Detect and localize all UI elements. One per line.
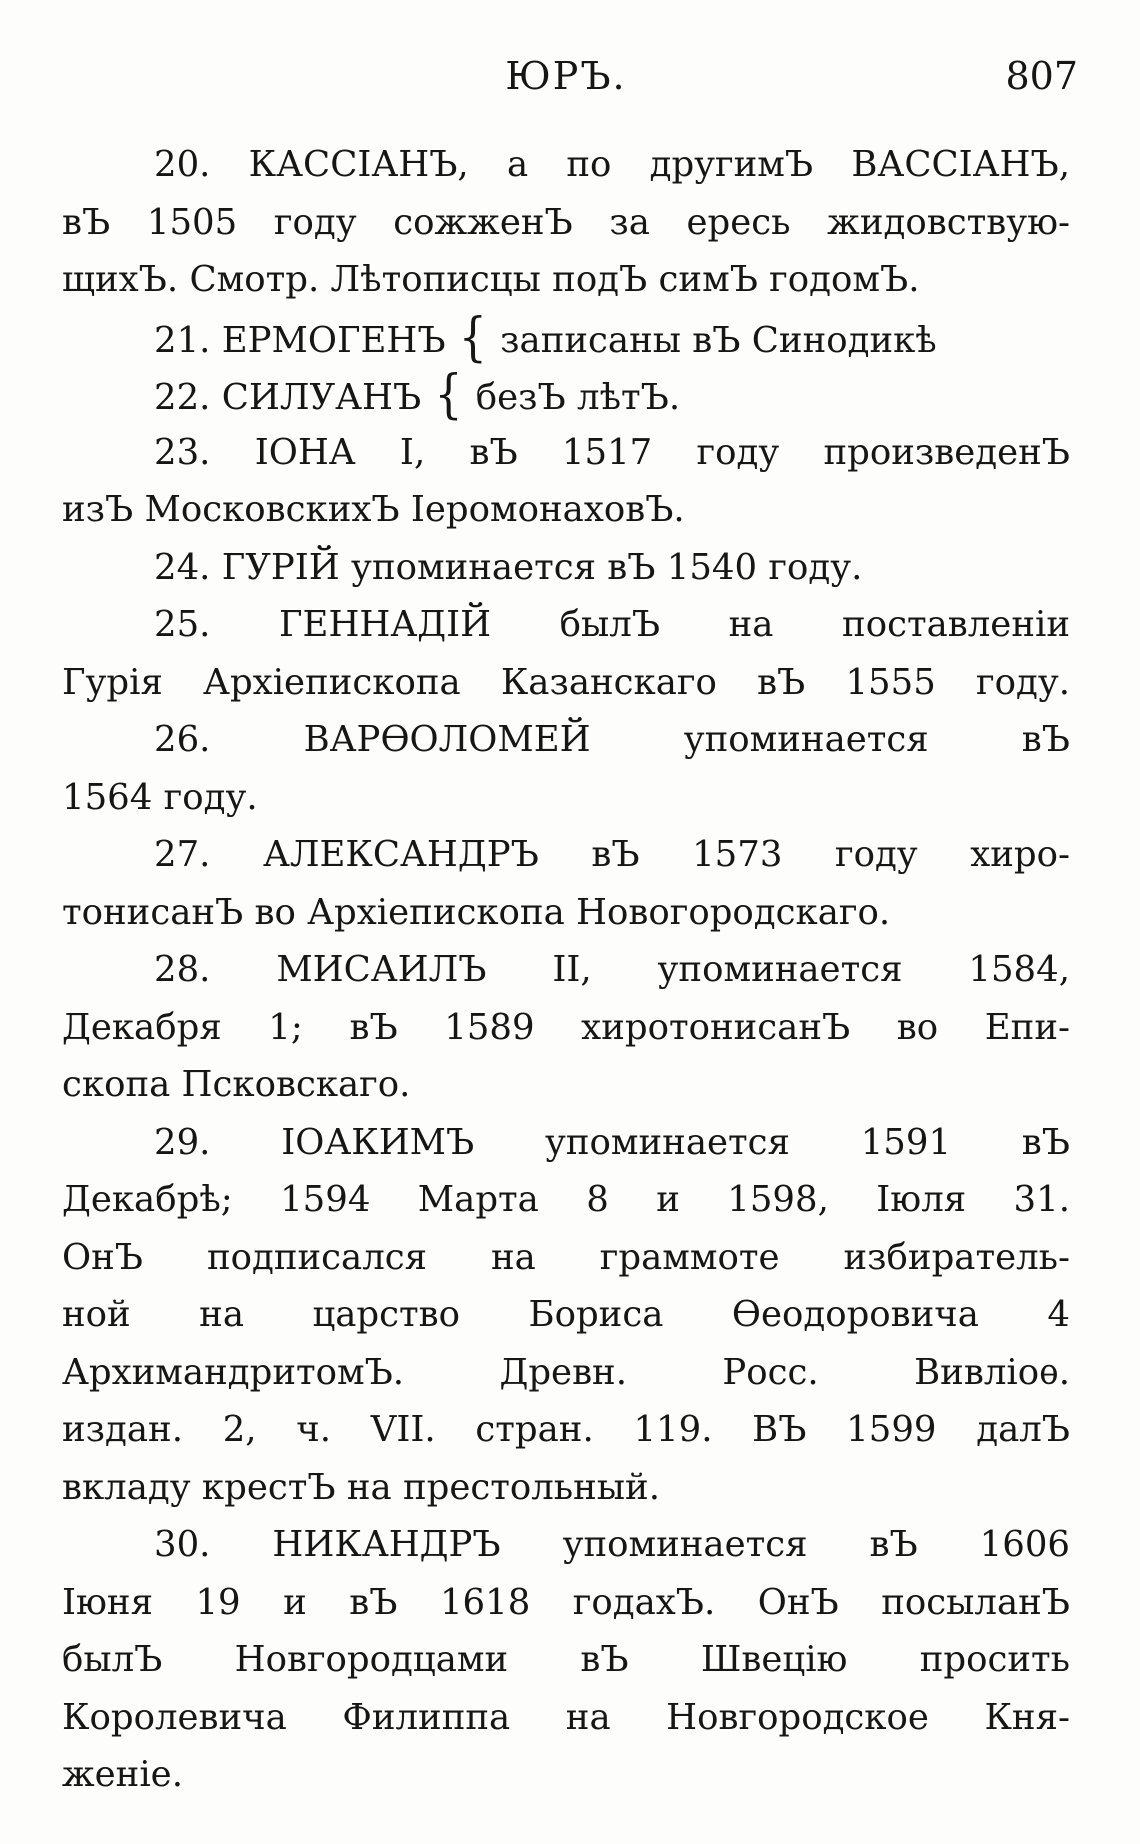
text-line: 30. НИКАНДРЪ упоминается вЪ 1606 bbox=[154, 1524, 1070, 1565]
text-line: ной на царство Бориса Ѳеодоровича 4 bbox=[62, 1294, 1070, 1335]
text-line: 28. МИСАИЛЪ II, упоминается 1584, bbox=[154, 949, 1070, 990]
text-line: вЪ 1505 году сожженЪ за ересь жидовствую- bbox=[62, 201, 1070, 243]
text-line: Гурiя Архiепископа Казанскаго вЪ 1555 году. bbox=[62, 661, 1070, 703]
text-line: былЪ Новгородцами вЪ Швецiю просить bbox=[62, 1639, 1070, 1680]
text-line: 25. ГЕННАДIЙ былЪ на поставленiи bbox=[154, 604, 1070, 645]
text-line: тонисанЪ во Архiепископа Новогородскаго. bbox=[62, 891, 891, 933]
text-line: Королевича Филиппа на Новгородское Кня- bbox=[62, 1696, 1070, 1738]
running-head-title: ЮРЪ. bbox=[505, 54, 627, 98]
entry-list bbox=[62, 136, 1070, 1804]
text-line: 1564 году. bbox=[62, 776, 258, 818]
text-line: 29. IОАКИМЪ упоминается 1591 вЪ bbox=[154, 1121, 1070, 1163]
text-line: Декабря 1; вЪ 1589 хиротонисанЪ во Епи- bbox=[62, 1006, 1070, 1048]
text-line: женiе. bbox=[62, 1754, 183, 1795]
text-line: скопа Псковскаго. bbox=[62, 1064, 411, 1105]
page-number: 807 bbox=[1005, 54, 1078, 98]
text-line: издан. 2, ч. VII. стран. 119. ВЪ 1599 далЪ bbox=[62, 1409, 1070, 1450]
text-line bbox=[62, 366, 1070, 424]
running-head bbox=[62, 40, 1078, 120]
text-line: ОнЪ подписался на граммоте избиратель- bbox=[62, 1236, 1070, 1278]
text-line: 20. КАССIАНЪ, а по другимЪ ВАССIАНЪ, bbox=[154, 144, 1070, 185]
brace-glyph: { bbox=[434, 366, 463, 424]
text-line: изЪ МосковскихЪ IеромонаховЪ. bbox=[62, 489, 685, 530]
text-line: Iюня 19 и вЪ 1618 годахЪ. ОнЪ посыланЪ bbox=[62, 1581, 1070, 1623]
text-line: 26. ВАРѲОЛОМЕЙ упоминается вЪ bbox=[154, 719, 1070, 760]
text-line: АрхимандритомЪ. Древн. Росс. Вивлiоѳ. bbox=[62, 1351, 1070, 1393]
bracket-note: безЪ лѣтЪ. bbox=[475, 377, 681, 418]
entry-heading: 22. СИЛУАНЪ bbox=[154, 377, 422, 418]
text-line: 27. АЛЕКСАНДРЪ вЪ 1573 году хиро- bbox=[154, 834, 1070, 875]
text-line: щихЪ. Смотр. Лѣтописцы подЪ симЪ годомЪ. bbox=[62, 259, 920, 300]
entry-heading: 21. ЕРМОГЕНЪ bbox=[154, 319, 446, 361]
text-line: 23. IОНА I, вЪ 1517 году произведенЪ bbox=[154, 431, 1070, 473]
text-line: Декабрѣ; 1594 Марта 8 и 1598, Iюля 31. bbox=[62, 1179, 1070, 1220]
text-line bbox=[62, 309, 1070, 367]
text-line: 24. ГУРIЙ упоминается вЪ 1540 году. bbox=[154, 546, 863, 588]
brace-glyph: { bbox=[458, 308, 487, 366]
text-line: вкладу крестЪ на престольный. bbox=[62, 1466, 660, 1508]
bracket-note: записаны вЪ Синодикѣ bbox=[500, 319, 937, 361]
